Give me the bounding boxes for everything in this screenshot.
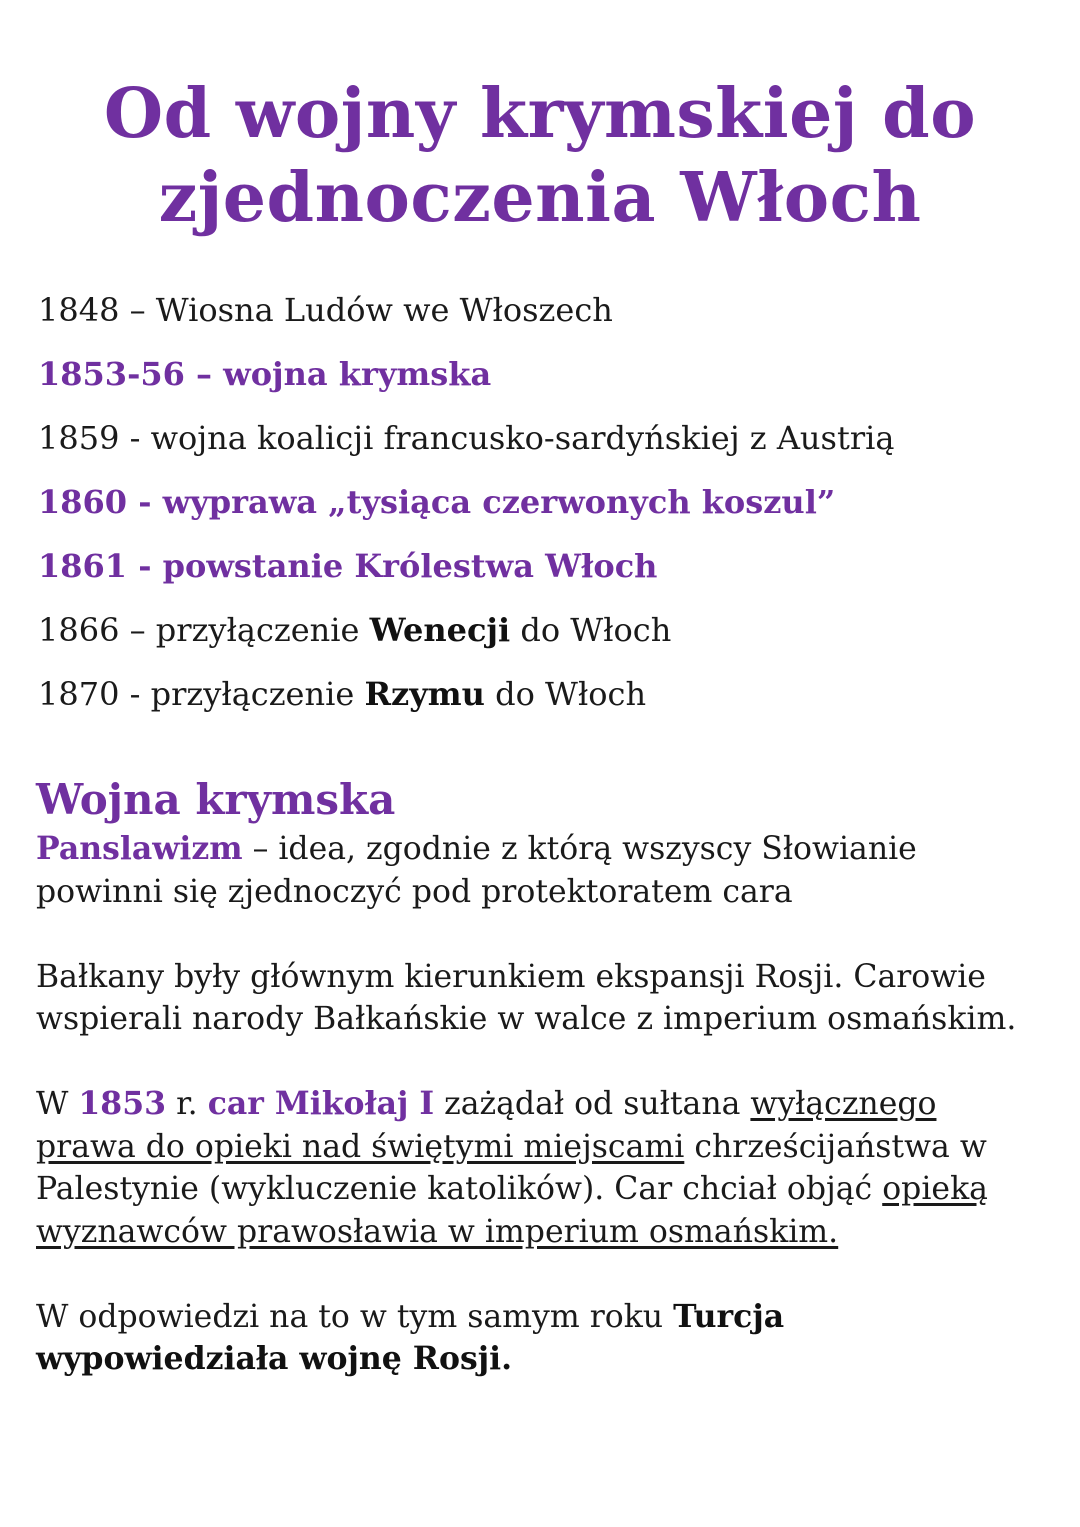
demand-rest: chrześcijaństwa w Palestynie (wykluczenie katolików). Car chciał objąć [36,1128,987,1207]
timeline-item-1861: 1861 - powstanie Królestwa Włoch [38,547,658,585]
timeline-item-1870 [38,662,1058,726]
response-pre: W odpowiedzi na to w tym samym roku [36,1298,674,1335]
section-body [36,828,1046,1423]
timeline-item-1859: 1859 - wojna koalicji francusko-sardyńskiej z Austrią [38,419,895,457]
panslawizm-paragraph [36,828,1046,913]
demand-paragraph [36,1083,1046,1253]
demand-protection: opieką wyznawców prawosławia w imperium osmańskim. [36,1171,988,1250]
balkans-paragraph: Bałkany były głównym kierunkiem ekspansji Rosji. Carowie wspierali narody Bałkańskie w walce z imperium osmańskim. [36,958,1017,1037]
response-bold: Turcja wypowiedziała wojnę Rosji. [36,1297,785,1377]
timeline-item-1853: 1853-56 – wojna krymska [38,355,492,393]
title-line-1: Od wojny krymskiej do [103,74,977,154]
panslawizm-term: Panslawizm [36,830,243,867]
demand-exclusive-right: wyłącznego prawa do opieki nad świętymi miejscami [36,1086,937,1165]
timeline-item-1866 [38,598,1058,662]
title-line-2: zjednoczenia Włoch [158,158,922,238]
timeline-list [38,278,1058,726]
timeline-item-1848: 1848 – Wiosna Ludów we Włoszech [38,291,613,329]
timeline-item-1866-bold: Wenecji [369,611,511,649]
demand-tsar: car Mikołaj I [207,1085,435,1122]
timeline-item-1866-pre: 1866 – przyłączenie [38,611,370,649]
timeline-item-1870-post: do Włoch [484,675,647,713]
response-paragraph [36,1296,1046,1381]
timeline-item-1866-post: do Włoch [510,611,672,649]
page-title [0,72,1080,240]
demand-w: W [36,1086,79,1122]
section-heading: Wojna krymska [36,775,396,824]
timeline-item-1860: 1860 - wyprawa „tysiąca czerwonych koszul” [38,483,836,521]
demand-year: 1853 [78,1085,167,1122]
demand-demanded: zażądał od sułtana [434,1086,751,1122]
demand-r: r. [166,1086,208,1122]
timeline-item-1870-bold: Rzymu [364,675,485,713]
panslawizm-definition: – idea, zgodnie z którą wszyscy Słowianie powinni się zjednoczyć pod protektoratem cara [36,831,917,910]
timeline-item-1870-pre: 1870 - przyłączenie [38,675,365,713]
